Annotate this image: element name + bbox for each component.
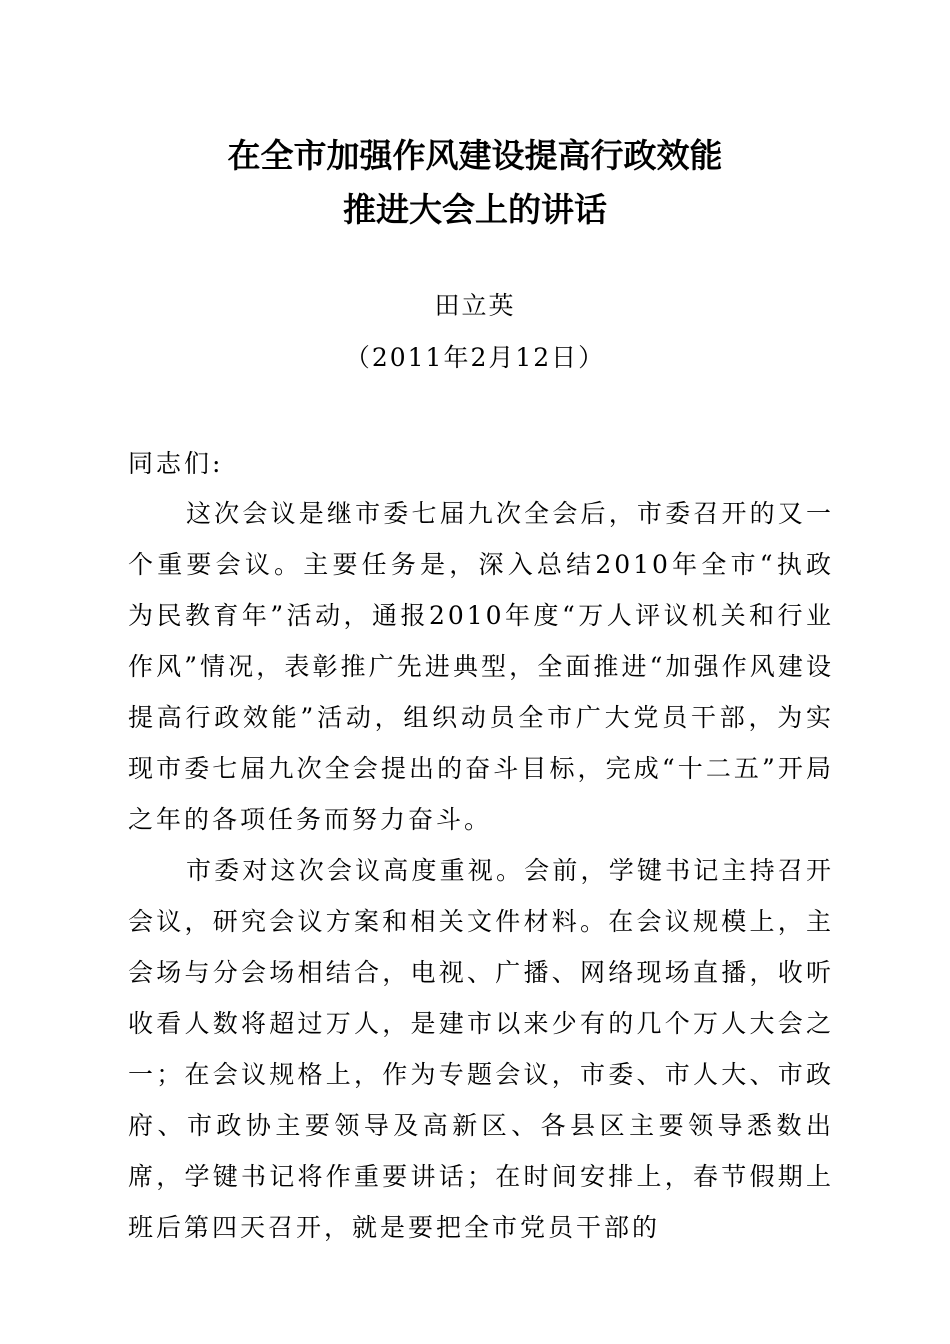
author-name: 田立英 — [434, 291, 516, 320]
body-paragraph-1: 这次会议是继市委七届九次全会后，市委召开的又一个重要会议。主要任务是，深入总结2010年全市“执政为民教育年”活动，通报2010年度“万人评议机关和行业作风”情况，表彰推广先进典型，全面推进“加强作风建设提高行政效能”活动，组织动员全市广大党员干部，为实现市委七届九次全会提出的奋斗目标，完成“十二五”开局之年的各项任务而努力奋斗。 — [128, 499, 834, 834]
speech-date: （2011年2月12日） — [344, 343, 606, 372]
document-title-line-2: 推进大会上的讲话 — [343, 190, 607, 229]
salutation: 同志们: — [128, 449, 224, 478]
document-title-line-1: 在全市加强作风建设提高行政效能 — [227, 136, 723, 175]
body-paragraph-2: 市委对这次会议高度重视。会前，学键书记主持召开会议，研究会议方案和相关文件材料。在会议规模上，主会场与分会场相结合，电视、广播、网络现场直播，收听收看人数将超过万人，是建市以来少有的几个万人大会之一；在会议规格上，作为专题会议，市委、市人大、市政府、市政协主要领导及高新区、各县区主要领导悉数出席，学键书记将作重要讲话；在时间安排上，春节假期上班后第四天召开，就是要把全市党员干部的 — [128, 856, 834, 1242]
